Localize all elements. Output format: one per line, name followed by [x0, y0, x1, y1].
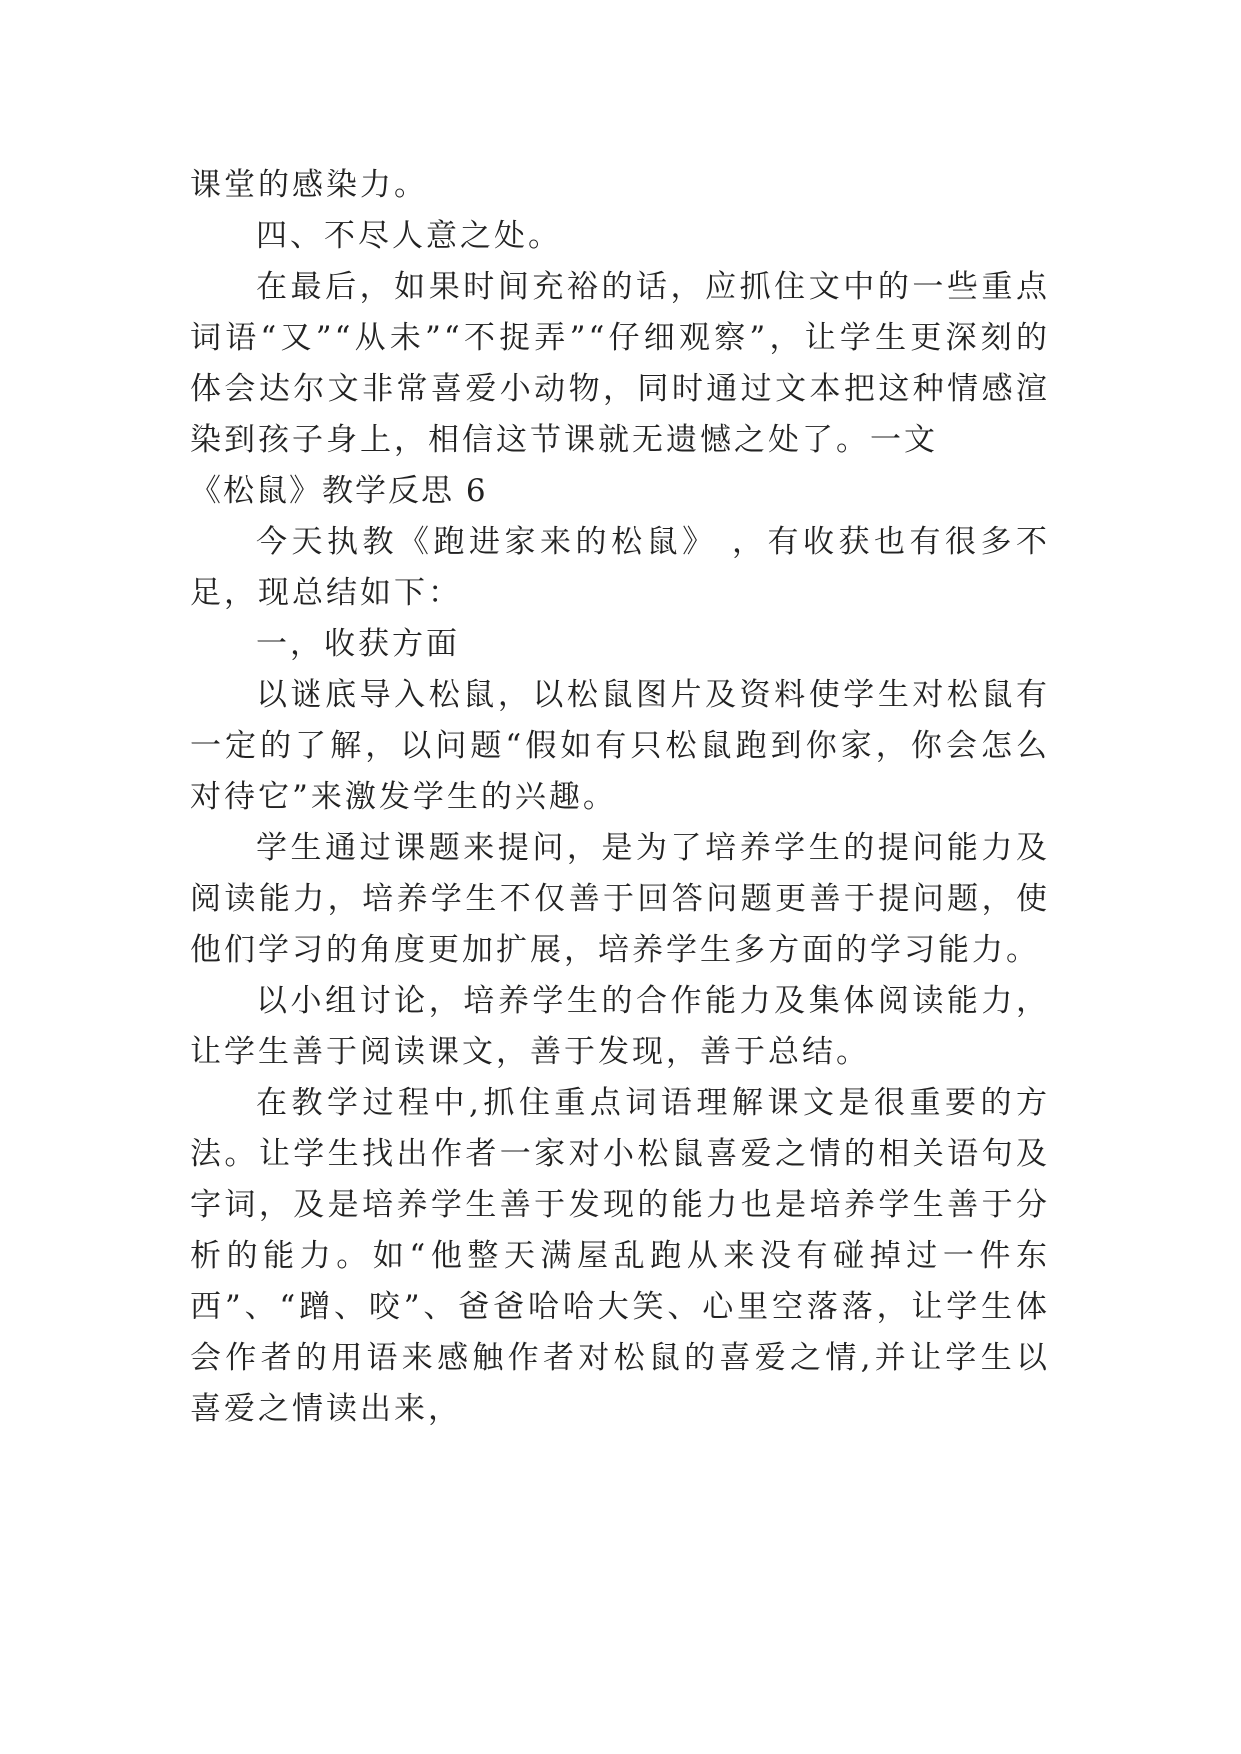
document-title: 《松鼠》教学反思 6 [190, 473, 488, 509]
document-body [190, 160, 1050, 1435]
section-heading-shortcomings: 四、不尽人意之处。 [256, 218, 562, 254]
paragraph-riddle-intro: 以谜底导入松鼠，以松鼠图片及资料使学生对松鼠有一定的了解，以问题“假如有只松鼠跑到你家，你会怎么对待它”来激发学生的兴趣。 [190, 677, 1050, 815]
paragraph-key-words: 在教学过程中,抓住重点词语理解课文是很重要的方法。让学生找出作者一家对小松鼠喜爱之情的相关语句及字词，及是培养学生善于发现的能力也是培养学生善于分析的能力。如“他整天满屋乱跑从来没有碰掉过一件东西”、“蹭、咬”、爸爸哈哈大笑、心里空落落，让学生体会作者的用语来感触作者对松鼠的喜爱之情,并让学生以喜爱之情读出来， [190, 1085, 1050, 1427]
paragraph-questioning: 学生通过课题来提问，是为了培养学生的提问能力及阅读能力，培养学生不仅善于回答问题更善于提问题，使他们学习的角度更加扩展，培养学生多方面的学习能力。 [190, 830, 1050, 968]
paragraph-continuation: 课堂的感染力。 [190, 167, 428, 203]
paragraph-group-discussion: 以小组讨论，培养学生的合作能力及集体阅读能力，让学生善于阅读课文，善于发现，善于总结。 [190, 983, 1050, 1070]
paragraph-improvement: 在最后，如果时间充裕的话，应抓住文中的一些重点词语“又”“从未”“不捉弄”“仔细观察”，让学生更深刻的体会达尔文非常喜爱小动物，同时通过文本把这种情感渲染到孩子身上，相信这节课就无遗憾之处了。一文 [190, 269, 1050, 458]
paragraph-intro: 今天执教《跑进家来的松鼠》 ，有收获也有很多不足，现总结如下： [190, 524, 1050, 611]
section-heading-gains: 一，收获方面 [256, 626, 460, 662]
